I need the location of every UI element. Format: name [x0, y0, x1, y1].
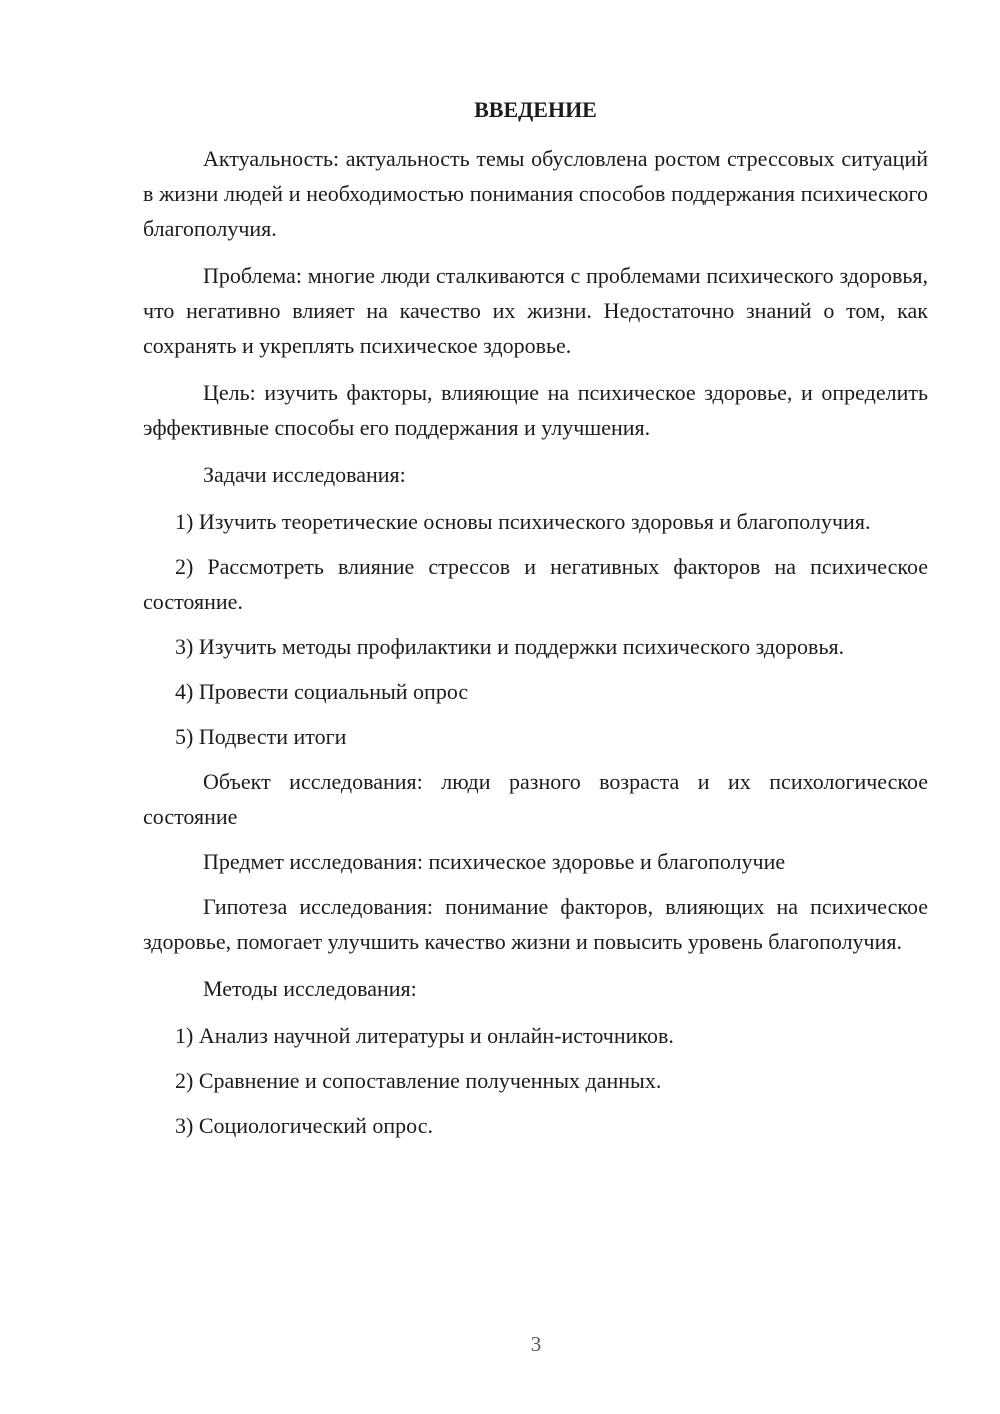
task-item: 1) Изучить теоретические основы психического здоровья и благополучия. [175, 509, 871, 534]
task-item: 3) Изучить методы профилактики и поддержки психического здоровья. [175, 634, 845, 659]
relevance-paragraph: Актуальность: актуальность темы обусловлена ростом стрессовых ситуаций в жизни людей и необходимостью понимания способов поддержания психического благополучия. [143, 146, 928, 241]
hypothesis-paragraph: Гипотеза исследования: понимание факторов, влияющих на психическое здоровье, помогает улучшить качество жизни и повысить уровень благополучия. [143, 894, 928, 954]
page-number: 3 [530, 1332, 542, 1356]
methods-label: Методы исследования: [203, 976, 417, 1001]
page-title: ВВЕДЕНИЕ [474, 97, 597, 122]
task-item: 2) Рассмотреть влияние стрессов и негативных факторов на психическое состояние. [143, 554, 928, 614]
task-item: 4) Провести социальный опрос [175, 679, 469, 704]
subject-paragraph: Предмет исследования: психическое здоровье и благополучие [203, 849, 786, 874]
problem-paragraph: Проблема: многие люди сталкиваются с проблемами психического здоровья, что негативно влияет на качество их жизни. Недостаточно знаний о том, как сохранять и укреплять психическое здоровье. [143, 263, 928, 358]
page-content [143, 93, 928, 1153]
method-item: 3) Социологический опрос. [175, 1113, 433, 1138]
method-item: 2) Сравнение и сопоставление полученных данных. [175, 1068, 662, 1093]
object-paragraph: Объект исследования: люди разного возраста и их психологическое состояние [143, 769, 928, 829]
tasks-label: Задачи исследования: [203, 462, 406, 487]
goal-paragraph: Цель: изучить факторы, влияющие на психическое здоровье, и определить эффективные способы его поддержания и улучшения. [143, 380, 928, 440]
task-item: 5) Подвести итоги [175, 724, 347, 749]
method-item: 1) Анализ научной литературы и онлайн-источников. [175, 1023, 674, 1048]
